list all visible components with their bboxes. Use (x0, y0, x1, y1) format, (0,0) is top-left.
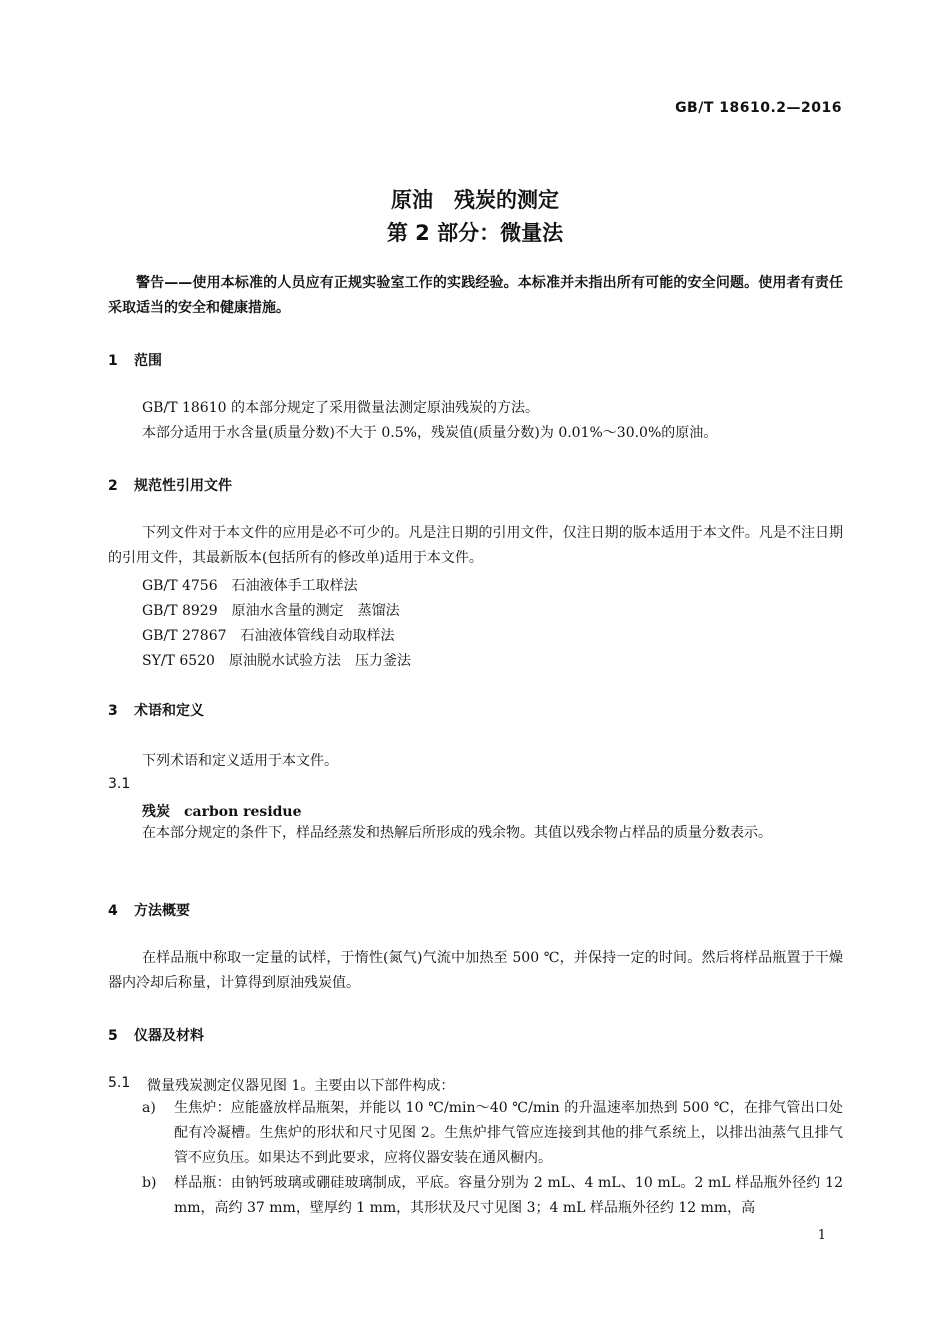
section-title: 范围 (134, 353, 162, 369)
section-1-paragraph-2: 本部分适用于水含量(质量分数)不大于 0.5%，残炭值(质量分数)为 0.01%～30.0%的原油。 (142, 425, 718, 441)
section-title: 术语和定义 (134, 703, 204, 719)
section-2-heading (108, 475, 232, 495)
warning-paragraph: 警告——使用本标准的人员应有正规实验室工作的实践经验。本标准并未指出所有可能的安全问题。使用者有责任采取适当的安全和健康措施。 (108, 275, 843, 316)
list-item (142, 1171, 843, 1221)
clause-text: 微量残炭测定仪器见图 1。主要由以下部件构成： (147, 1078, 455, 1094)
standard-code: GB/T 18610.2—2016 (675, 100, 842, 116)
page-number: 1 (817, 1228, 826, 1243)
section-number: 3 (108, 703, 118, 719)
section-1-paragraph-1: GB/T 18610 的本部分规定了采用微量法测定原油残炭的方法。 (142, 400, 539, 416)
list-item-text: 生焦炉：应能盛放样品瓶架，并能以 10 ℃/min～40 ℃/min 的升温速率加热到 500 ℃，在排气管出口处配有冷凝槽。生焦炉的形状和尺寸见图 2。生焦炉排气管应连接到其他的排气系统上，以排出油蒸气且排气管不应负压。如果达不到此要求，应将仪器安装在通风橱内。 (174, 1100, 843, 1166)
section-4-paragraph-1: 在样品瓶中称取一定量的试样，于惰性(氮气)气流中加热至 500 ℃，并保持一定的时间。然后将样品瓶置于干燥器内冷却后称量，计算得到原油残炭值。 (108, 950, 843, 991)
list-item (142, 1096, 843, 1171)
clause-number: 5.1 (108, 1075, 131, 1091)
section-5-heading (108, 1025, 204, 1045)
section-3-paragraph-1: 下列术语和定义适用于本文件。 (142, 753, 338, 769)
clause-number: 3.1 (108, 776, 131, 792)
reference-item: GB/T 4756 石油液体手工取样法 (142, 578, 358, 594)
title-line-2: 第 2 部分：微量法 (386, 221, 564, 245)
reference-item: GB/T 8929 原油水含量的测定 蒸馏法 (142, 603, 400, 619)
section-4-heading (108, 900, 190, 920)
list-item-text: 样品瓶：由钠钙玻璃或硼硅玻璃制成，平底。容量分别为 2 mL、4 mL、10 mL。2 mL 样品瓶外径约 12 mm，高约 37 mm，壁厚约 1 mm，其形状及尺寸见图 3；4 mL 样品瓶外径约 12 mm，高 (174, 1175, 843, 1216)
section-1-heading (108, 350, 162, 370)
reference-item: SY/T 6520 原油脱水试验方法 压力釜法 (142, 653, 411, 669)
term-entry: 残炭 carbon residue (142, 804, 302, 820)
list-item-label: b) (142, 1175, 157, 1191)
section-number: 4 (108, 903, 118, 919)
section-title: 方法概要 (134, 903, 190, 919)
term-definition: 在本部分规定的条件下，样品经蒸发和热解后所形成的残余物。其值以残余物占样品的质量分数表示。 (142, 825, 772, 841)
section-number: 5 (108, 1028, 118, 1044)
title-line-1: 原油 残炭的测定 (391, 188, 559, 212)
section-title: 规范性引用文件 (134, 478, 232, 494)
section-3-heading (108, 700, 204, 720)
section-number: 1 (108, 353, 118, 369)
section-title: 仪器及材料 (134, 1028, 204, 1044)
reference-item: GB/T 27867 石油液体管线自动取样法 (142, 628, 395, 644)
section-2-paragraph-1: 下列文件对于本文件的应用是必不可少的。凡是注日期的引用文件，仅注日期的版本适用于本文件。凡是不注日期的引用文件，其最新版本(包括所有的修改单)适用于本文件。 (108, 525, 843, 566)
section-number: 2 (108, 478, 118, 494)
list-item-label: a) (142, 1100, 156, 1116)
